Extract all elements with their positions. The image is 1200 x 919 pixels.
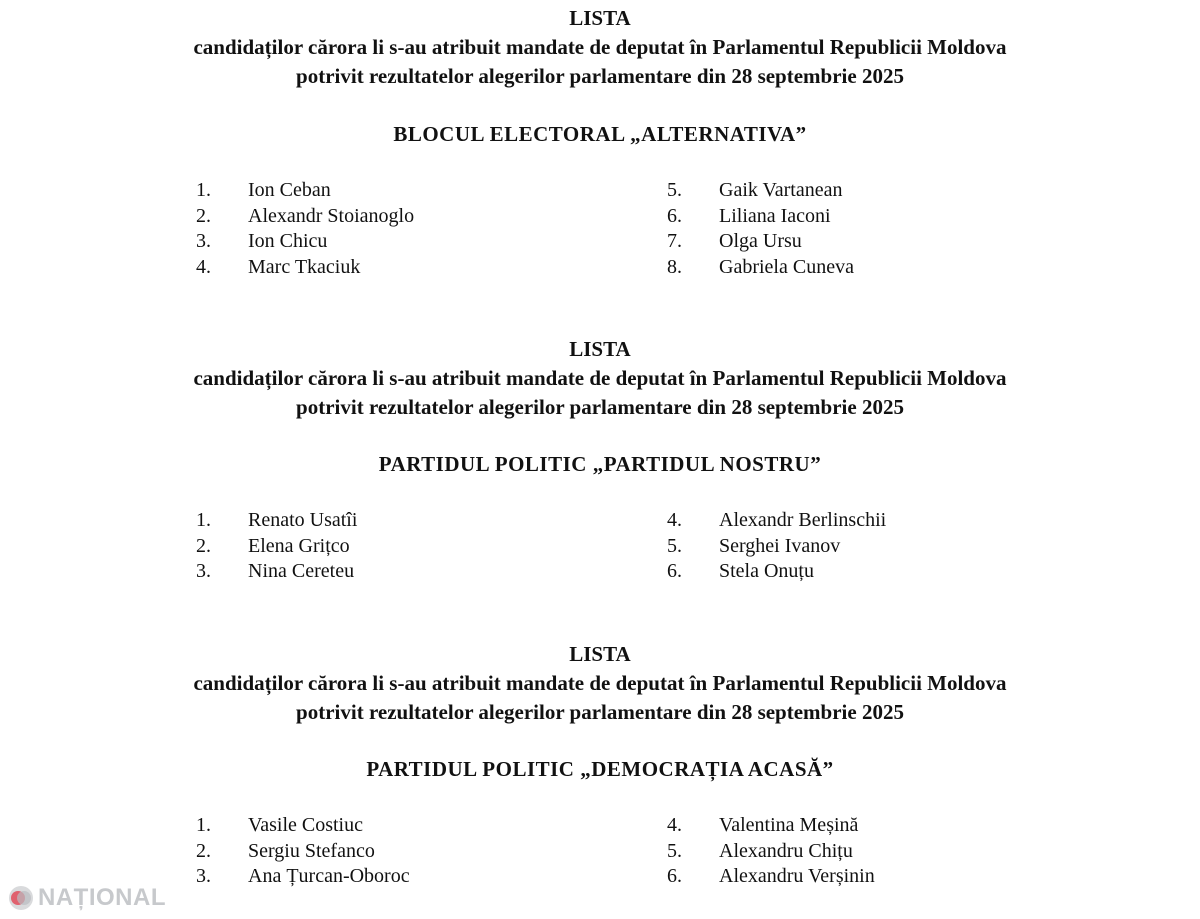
candidate-name: Elena Grițco	[248, 534, 350, 557]
candidate-number: 8.	[667, 255, 682, 278]
candidate-number: 6.	[667, 560, 682, 582]
list-subtitle-line1: candidaților cărora li s-au atribuit mandate de deputat în Parlamentul Republicii Moldova	[193, 671, 1007, 695]
watermark-logo	[8, 883, 166, 913]
candidate-number: 4.	[667, 814, 682, 836]
candidate-name: Alexandr Stoianoglo	[248, 204, 415, 227]
candidate-name: Sergiu Stefanco	[248, 839, 375, 862]
section-alternativa	[0, 4, 1200, 278]
candidate-number: 6.	[667, 204, 682, 227]
candidate-number: 1.	[196, 179, 211, 201]
candidate-number: 1.	[196, 509, 211, 531]
candidate-number: 2.	[196, 534, 211, 557]
candidate-name: Alexandru Chițu	[719, 839, 853, 862]
candidate-name: Alexandr Berlinschii	[719, 509, 887, 531]
candidate-number: 2.	[196, 204, 211, 227]
candidate-number: 5.	[667, 179, 682, 201]
candidate-number: 6.	[667, 865, 682, 887]
candidate-number: 5.	[667, 534, 682, 557]
candidate-name: Valentina Meșină	[719, 814, 859, 836]
party-name: PARTIDUL POLITIC „DEMOCRAȚIA ACASĂ”	[366, 757, 834, 781]
section-partidul-nostru	[0, 335, 1200, 582]
candidate-name: Renato Usatîi	[248, 509, 358, 531]
list-title: LISTA	[569, 6, 631, 30]
candidate-number: 3.	[196, 230, 211, 252]
candidate-name: Marc Tkaciuk	[248, 255, 361, 278]
candidate-name: Ion Ceban	[248, 179, 331, 201]
candidate-number: 7.	[667, 230, 682, 252]
candidate-name: Gaik Vartanean	[719, 179, 843, 201]
candidate-name: Liliana Iaconi	[719, 204, 831, 227]
list-title: LISTA	[569, 642, 631, 666]
list-subtitle-line1: candidaților cărora li s-au atribuit mandate de deputat în Parlamentul Republicii Moldova	[193, 35, 1007, 59]
candidate-name: Vasile Costiuc	[248, 814, 363, 836]
list-subtitle-line2: potrivit rezultatelor alegerilor parlamentare din 28 septembrie 2025	[296, 700, 904, 724]
candidate-number: 1.	[196, 814, 211, 836]
watermark-text: NAȚIONAL	[38, 884, 166, 911]
candidate-name: Alexandru Verșinin	[719, 865, 875, 887]
candidate-number: 5.	[667, 839, 682, 862]
list-subtitle-line1: candidaților cărora li s-au atribuit mandate de deputat în Parlamentul Republicii Moldova	[193, 366, 1007, 390]
list-subtitle-line2: potrivit rezultatelor alegerilor parlamentare din 28 septembrie 2025	[296, 64, 904, 88]
candidate-number: 2.	[196, 839, 211, 862]
candidate-name: Stela Onuțu	[719, 560, 814, 582]
candidate-name: Ion Chicu	[248, 230, 328, 252]
national-logo-icon	[8, 885, 34, 911]
candidate-number: 4.	[667, 509, 682, 531]
list-subtitle-line2: potrivit rezultatelor alegerilor parlamentare din 28 septembrie 2025	[296, 395, 904, 419]
party-name: PARTIDUL POLITIC „PARTIDUL NOSTRU”	[378, 452, 822, 476]
candidate-name: Olga Ursu	[719, 230, 802, 252]
list-title: LISTA	[569, 337, 631, 361]
candidate-name: Nina Cereteu	[248, 560, 355, 582]
candidate-name: Ana Țurcan-Oboroc	[248, 865, 410, 887]
candidate-number: 3.	[196, 560, 211, 582]
candidate-name: Serghei Ivanov	[719, 534, 841, 557]
party-name: BLOCUL ELECTORAL „ALTERNATIVA”	[393, 122, 807, 146]
candidate-name: Gabriela Cuneva	[719, 255, 854, 278]
candidate-number: 3.	[196, 865, 211, 887]
section-democratia-acasa	[0, 640, 1200, 887]
candidate-number: 4.	[196, 255, 211, 278]
